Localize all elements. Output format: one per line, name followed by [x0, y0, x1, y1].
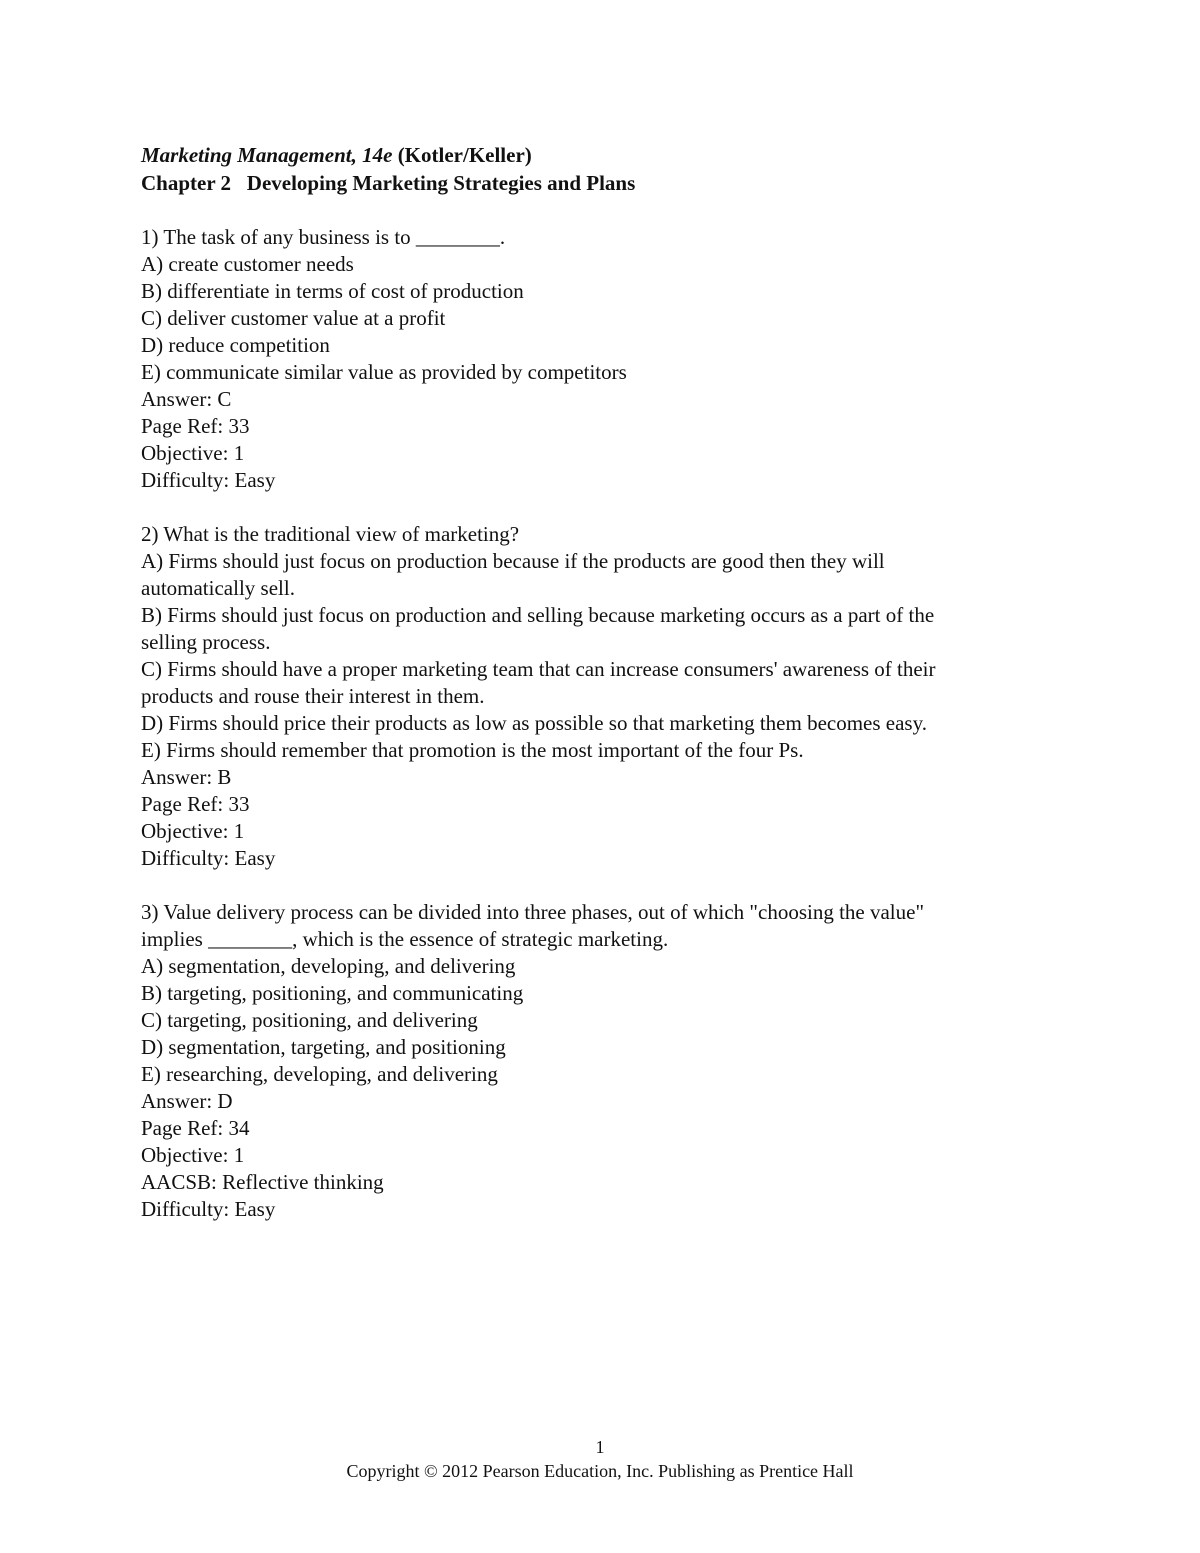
question-line: AACSB: Reflective thinking — [141, 1170, 384, 1194]
question-line: Answer: B — [141, 765, 232, 789]
question-line: Page Ref: 34 — [141, 1116, 250, 1140]
question-line: Objective: 1 — [141, 1143, 245, 1167]
question-line: A) Firms should just focus on production because if the products are good then they will — [141, 549, 885, 573]
question-line: Difficulty: Easy — [141, 468, 276, 492]
chapter-title: Chapter 2 Developing Marketing Strategies and Plans — [141, 171, 636, 195]
question-line: C) targeting, positioning, and delivering — [141, 1008, 478, 1032]
question-line: automatically sell. — [141, 576, 295, 600]
copyright-notice: Copyright © 2012 Pearson Education, Inc. Publishing as Prentice Hall — [346, 1461, 854, 1481]
question-block — [141, 224, 1081, 494]
question-line: Answer: C — [141, 387, 232, 411]
question-line: B) Firms should just focus on production and selling because marketing occurs as a part of the — [141, 603, 935, 627]
question-line: selling process. — [141, 630, 271, 654]
question-stem: 1) The task of any business is to ________. — [141, 225, 506, 249]
question-line: A) segmentation, developing, and delivering — [141, 954, 516, 978]
question-block — [141, 521, 1081, 872]
question-line: D) Firms should price their products as low as possible so that marketing them becomes easy. — [141, 711, 927, 735]
question-line: D) reduce competition — [141, 333, 330, 357]
book-title — [141, 141, 1081, 169]
question-line: C) deliver customer value at a profit — [141, 306, 446, 330]
document-page — [141, 141, 1081, 1223]
book-title-authors: (Kotler/Keller) — [392, 143, 532, 167]
question-line: Difficulty: Easy — [141, 1197, 276, 1221]
question-line: C) Firms should have a proper marketing team that can increase consumers' awareness of their — [141, 657, 936, 681]
question-line: B) targeting, positioning, and communicating — [141, 981, 524, 1005]
page-number: 1 — [595, 1437, 605, 1457]
question-line: Difficulty: Easy — [141, 846, 276, 870]
question-line: implies ________, which is the essence of strategic marketing. — [141, 927, 669, 951]
question-line: A) create customer needs — [141, 252, 354, 276]
question-line: E) Firms should remember that promotion is the most important of the four Ps. — [141, 738, 804, 762]
question-line: E) communicate similar value as provided by competitors — [141, 360, 627, 384]
question-line: D) segmentation, targeting, and positioning — [141, 1035, 506, 1059]
question-line: Page Ref: 33 — [141, 792, 250, 816]
book-title-italic: Marketing Management, 14e — [141, 143, 393, 167]
question-line: B) differentiate in terms of cost of production — [141, 279, 524, 303]
question-line: E) researching, developing, and delivering — [141, 1062, 498, 1086]
question-line: Page Ref: 33 — [141, 414, 250, 438]
question-stem: 2) What is the traditional view of marketing? — [141, 522, 520, 546]
question-line: Objective: 1 — [141, 819, 245, 843]
question-list — [141, 224, 1081, 1223]
question-line: products and rouse their interest in them. — [141, 684, 485, 708]
question-line: Objective: 1 — [141, 441, 245, 465]
question-stem: 3) Value delivery process can be divided into three phases, out of which "choosing the value" — [141, 900, 925, 924]
question-block — [141, 899, 1081, 1223]
question-line: Answer: D — [141, 1089, 233, 1113]
